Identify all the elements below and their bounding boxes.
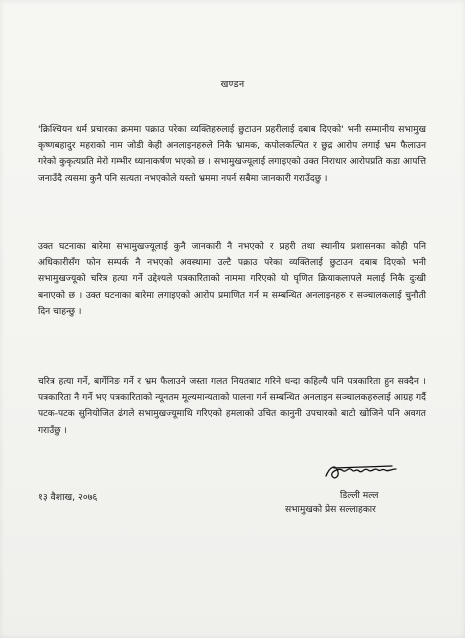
document-date: १३ वैशाख, २०७६ <box>38 492 98 503</box>
signer-name: डिल्ली मल्ल <box>340 491 379 501</box>
document-title: खण्डन <box>220 79 245 90</box>
handwritten-signature <box>322 458 402 486</box>
paragraph-2: उक्त घटनाका बारेमा सभामुखज्यूलाई कुनै जानकारी नै नभएको र प्रहरी तथा स्थानीय प्रशासनका कोही पनि अधिकारीसँग फोन सम्पर्क नै नभएको अवस्थामा उल्टै पक्राउ परेका व्यक्तिलाई छुटाउन दबाब दिएको भनी सभामुखज्यूको चरित्र हत्या गर्ने उद्देश्यले पत्रकारिताको नाममा गरिएको यो घृणित क्रियाकलापले मलाई निकै दुःखी बनाएको छ । उक्त घटनाका बारेमा लगाइएको आरोप प्रमाणित गर्न म सम्बन्धित अनलाइनहरु र सञ्चालकलाई चुनौती दिन चाहन्छु । <box>38 242 426 317</box>
paragraph-1: 'क्रिश्चियन धर्म प्रचारका क्रममा पक्राउ परेका व्यक्तिहरुलाई छुटाउन प्रहरीलाई दबाब दिएको' भनी सम्मानीय सभामुख कृष्णबहादुर महराको नाम जोडी केही अनलाइनहरुले निकै भ्रामक, कपोलकल्पित र छुद्र आरोप लगाई भ्रम फैलाउन गरेको कुकृत्यप्रति मेरो गम्भीर ध्यानाकर्षण भएको छ । सभामुखज्यूलाई लगाइएको उक्त निराधार आरोपप्रति कडा आपत्ति जनाउँदै त्यसमा कुनै पनि सत्यता नभएकोले यस्तो भ्रममा नपर्न सबैमा जानकारी गराउँदछु । <box>38 125 426 184</box>
paragraph-3: चरित्र हत्या गर्ने, बार्गेनिङ गर्ने र भ्रम फैलाउने जस्ता गलत नियतबाट गरिने धन्दा कहिल्यै पनि पत्रकारिता हुन सक्दैन । पत्रकारिता नै गर्ने भए पत्रकारिताको न्यूनतम मूल्यमान्यताको पालना गर्न सम्बन्धित अनलाइन सञ्चालकहरुलाई आग्रह गर्दै पटक-पटक सुनियोजित ढंगले सभामुखज्यूमाथि गरिएको हमलाको उचित कानुनी उपचारको बाटो खोजिने पनि अवगत गराउँछु । <box>38 377 426 436</box>
signer-title: सभामुखको प्रेस सल्लाहकार <box>285 505 376 515</box>
